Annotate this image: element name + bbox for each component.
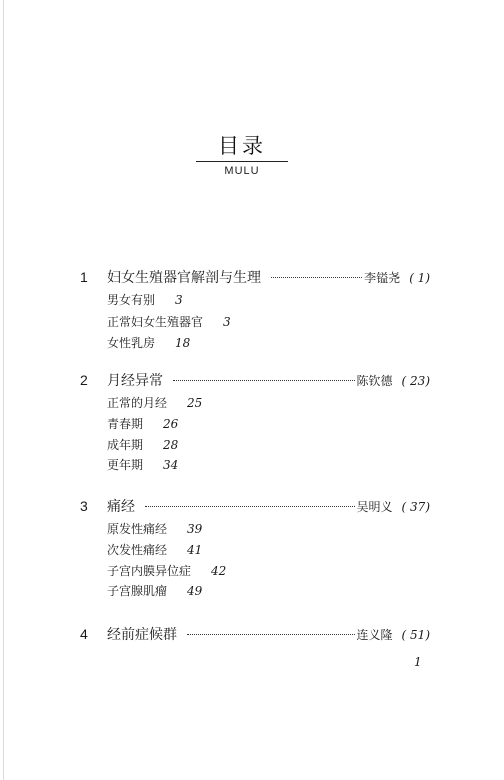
dot-leader: [271, 277, 362, 278]
section-page: 3: [223, 315, 231, 329]
toc-section[interactable]: [107, 520, 202, 538]
section-title: 次发性痛经: [107, 543, 168, 557]
toc-heading: [196, 132, 288, 178]
section-page: 28: [163, 438, 179, 452]
section-page: 41: [187, 543, 203, 557]
page-edge-shadow: [3, 0, 4, 780]
section-page: 3: [175, 293, 183, 307]
section-title: 成年期: [107, 438, 144, 452]
section-title: 子宫腺肌瘤: [107, 584, 168, 598]
chapter-title: 月经异常: [107, 373, 163, 389]
dot-leader: [173, 380, 355, 381]
chapter-title: 痛经: [107, 499, 135, 515]
section-page: 26: [163, 417, 179, 431]
section-page: 39: [187, 522, 203, 536]
toc-section[interactable]: [107, 456, 178, 474]
toc-section[interactable]: [107, 291, 183, 309]
chapter-author: 陈钦德: [356, 374, 393, 388]
section-title: 女性乳房: [107, 336, 156, 350]
toc-section[interactable]: [107, 562, 226, 580]
chapter-number: 3: [80, 498, 88, 514]
section-title: 正常妇女生殖器官: [107, 315, 204, 329]
section-title: 子宫内膜异位症: [107, 564, 192, 578]
chapter-page: ( 23): [401, 374, 430, 388]
toc-section[interactable]: [107, 582, 202, 600]
chapter-author: 连义隆: [356, 628, 393, 642]
toc-section[interactable]: [107, 334, 190, 352]
chapter-title: 经前症候群: [107, 627, 177, 643]
chapter-author: 李镒尧: [364, 271, 401, 285]
section-page: 34: [163, 458, 179, 472]
section-title: 青春期: [107, 417, 144, 431]
section-page: 42: [211, 564, 227, 578]
section-title: 原发性痛经: [107, 522, 168, 536]
chapter-page: ( 1): [409, 271, 430, 285]
dot-leader: [145, 506, 355, 507]
toc-chapter-1[interactable]: [80, 267, 430, 287]
chapter-number: 4: [80, 626, 88, 642]
toc-section[interactable]: [107, 415, 178, 433]
chapter-number: 1: [80, 269, 88, 285]
toc-title: 目录: [218, 134, 266, 158]
dot-leader: [187, 634, 355, 635]
page-number: 1: [414, 655, 422, 669]
section-page: 25: [187, 396, 203, 410]
toc-section[interactable]: [107, 394, 202, 412]
section-page: 49: [187, 584, 203, 598]
chapter-number: 2: [80, 372, 88, 388]
section-title: 更年期: [107, 458, 144, 472]
chapter-page: ( 51): [401, 628, 430, 642]
section-page: 18: [175, 336, 191, 350]
title-rule: [196, 161, 288, 162]
toc-chapter-3[interactable]: [80, 496, 430, 516]
toc-section[interactable]: [107, 436, 178, 454]
toc-chapter-2[interactable]: [80, 370, 430, 390]
chapter-author: 吴明义: [356, 500, 393, 514]
chapter-page: ( 37): [401, 500, 430, 514]
toc-section[interactable]: [107, 541, 202, 559]
toc-chapter-4[interactable]: [80, 624, 430, 644]
section-title: 男女有别: [107, 293, 156, 307]
section-title: 正常的月经: [107, 396, 168, 410]
toc-section[interactable]: [107, 313, 231, 331]
chapter-title: 妇女生殖器官解剖与生理: [107, 270, 261, 286]
toc-subtitle: MULU: [224, 165, 260, 177]
